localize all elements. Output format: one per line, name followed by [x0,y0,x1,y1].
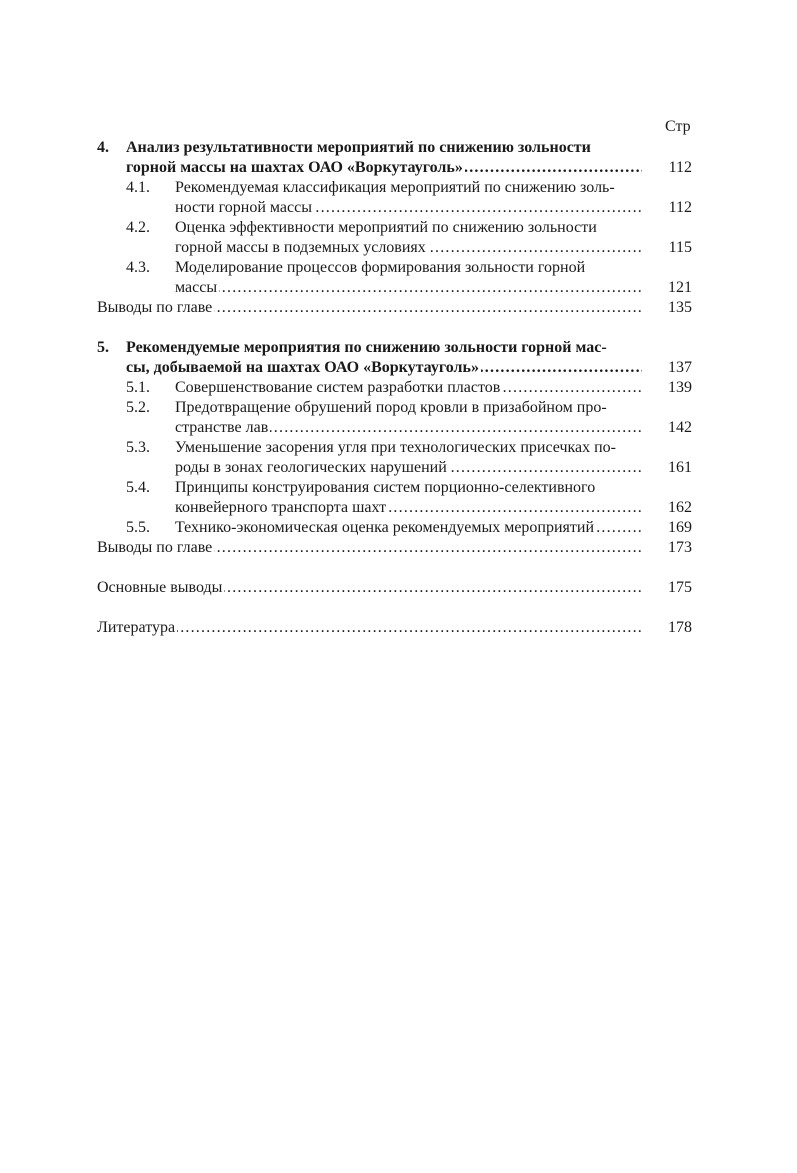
toc-entry-text: горной массы в подземных условиях ..... [175,238,642,258]
chapter-title: Рекомендуемые мероприятия по снижению зольности горной мас- [126,339,607,356]
toc-entry-text: сы, добываемой на шахтах ОАО «Воркутауголь» ..... [126,358,642,378]
section-5-2-row-2 [0,418,797,438]
section-5-2-row [0,398,797,418]
section-title: Моделирование процессов формирования зольности горной [175,259,586,276]
page-number: 175 [668,579,692,596]
chapter-4-conclusions-row [0,298,797,318]
section-number: 5.2. [126,399,150,416]
section-title: Предотвращение обрушений пород кровли в призабойном про- [175,399,607,416]
section-5-3-row [0,438,797,458]
toc-entry-text: конвейерного транспорта шахт ..... [175,498,642,518]
toc-entry-text: Выводы по главе ..... [97,298,642,318]
toc-entry-text: странстве лав ..... [175,418,642,438]
section-number: 4.3. [126,259,150,276]
section-title: Оценка эффективности мероприятий по снижению зольности [175,219,597,236]
page-number: 142 [668,419,692,436]
section-4-1-row-2 [0,198,797,218]
section-5-3-row-2 [0,458,797,478]
toc-entry-text: Выводы по главе ..... [97,538,642,558]
literature-row [0,618,797,638]
toc-entry-text: Литература ..... [97,618,642,638]
chapter-number: 5. [97,339,109,356]
section-title: Принципы конструирования систем порционно-селективного [175,479,596,496]
page-number: 161 [668,459,692,476]
chapter-5-title-row [0,338,797,358]
page-number: 115 [668,239,692,256]
toc-entry-text: Основные выводы ..... [97,578,642,598]
section-number: 5.5. [126,519,150,536]
section-4-2-row [0,218,797,238]
section-5-4-row-2 [0,498,797,518]
section-5-5-row [0,518,797,538]
section-number: 5.3. [126,439,150,456]
section-number: 5.1. [126,379,150,396]
section-title: Уменьшение засорения угля при технологических присечках по- [175,439,617,456]
chapter-4-title-row [0,138,797,158]
chapter-number: 4. [97,139,109,156]
chapter-5-conclusions-row [0,538,797,558]
section-title: Рекомендуемая классификация мероприятий по снижению золь- [175,179,615,196]
toc-entry-text: роды в зонах геологических нарушений ..... [175,458,642,478]
page-number: 137 [668,359,692,376]
page-number: 178 [668,619,692,636]
toc-entry-text: горной массы на шахтах ОАО «Воркутауголь» ..... [126,158,642,178]
section-number: 4.1. [126,179,150,196]
page-number: 162 [668,499,692,516]
page-column-header: Стр [665,118,691,135]
page-number: 135 [668,299,692,316]
page-number: 112 [668,199,692,216]
section-4-3-row [0,258,797,278]
toc-entry-text: массы ..... [175,278,642,298]
section-number: 5.4. [126,479,150,496]
page-number: 112 [668,159,692,176]
page-number: 121 [668,279,692,296]
toc-entry-text: ности горной массы ..... [175,198,642,218]
section-4-3-row-2 [0,278,797,298]
section-4-1-row [0,178,797,198]
toc-entry-text: Технико-экономическая оценка рекомендуемых мероприятий ..... [175,518,642,538]
toc-entry-text: Совершенствование систем разработки пластов ..... [175,378,642,398]
section-5-4-row [0,478,797,498]
section-4-2-row-2 [0,238,797,258]
main-conclusions-row [0,578,797,598]
page-number: 139 [668,379,692,396]
page-number: 173 [668,539,692,556]
section-5-1-row [0,378,797,398]
chapter-5-title-row-2 [0,358,797,378]
chapter-4-title-row-2 [0,158,797,178]
section-number: 4.2. [126,219,150,236]
page-number: 169 [668,519,692,536]
chapter-title: Анализ результативности мероприятий по снижению зольности [126,139,591,156]
